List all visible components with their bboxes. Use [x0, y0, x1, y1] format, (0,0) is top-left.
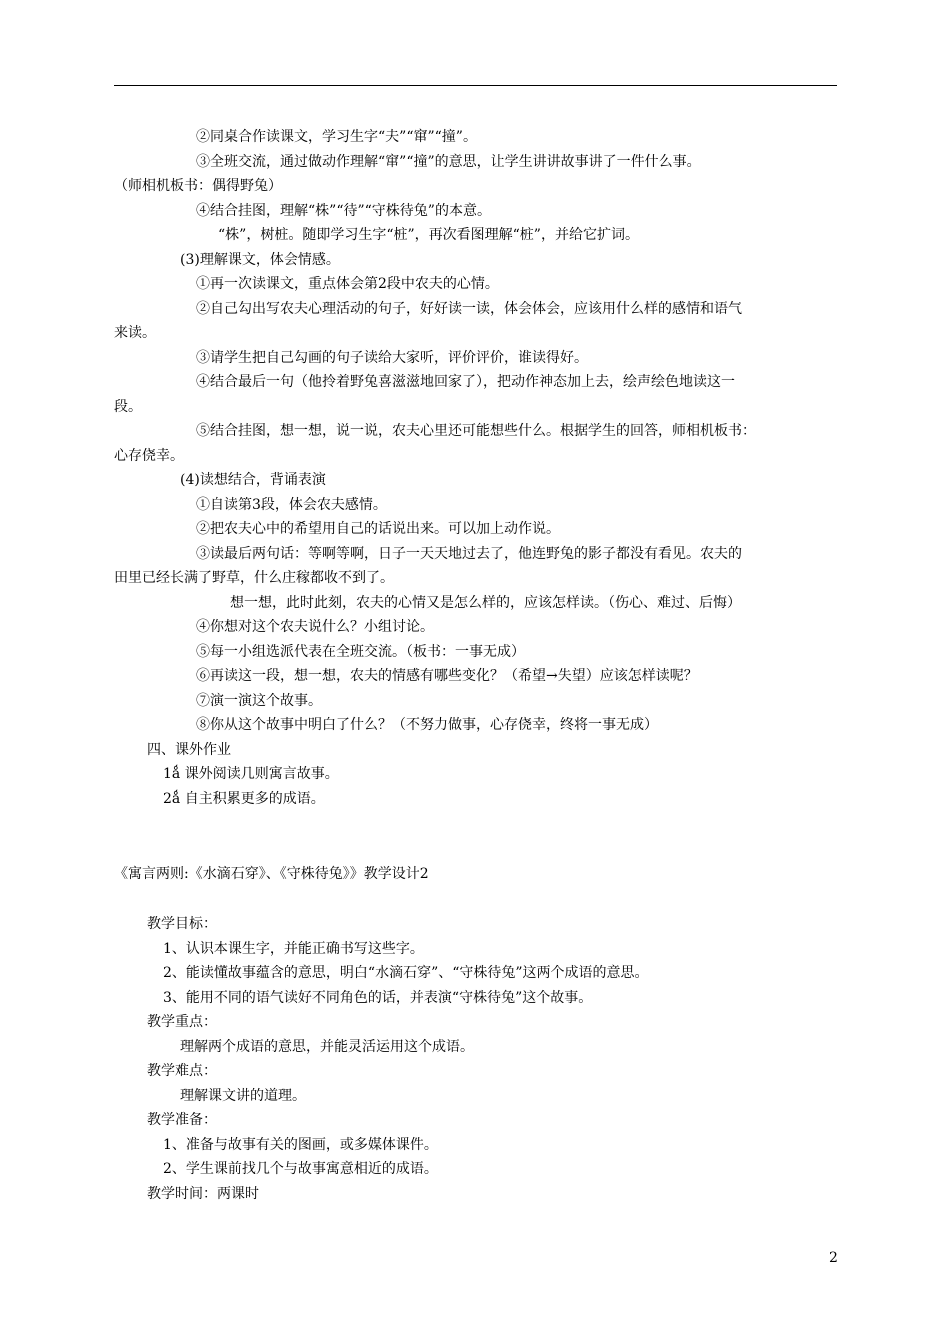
text-line: 田里已经长满了野草，什么庄稼都收不到了。 — [114, 570, 394, 586]
list-item: 2、能读懂故事蕴含的意思，明白“水滴石穿”、“守株待兔”这两个成语的意思。 — [163, 965, 649, 981]
list-item: 1ǻ 课外阅读几则寓言故事。 — [163, 766, 339, 782]
page-number: 2 — [829, 1250, 838, 1266]
text-line: ③读最后两句话：等啊等啊，日子一天天地过去了，他连野兔的影子都没有看见。农夫的 — [196, 546, 742, 562]
text-line: ②自己勾出写农夫心理活动的句子，好好读一读，体会体会，应该用什么样的感情和语气 — [196, 301, 742, 317]
section-heading: 教学准备： — [147, 1112, 217, 1128]
section-heading: 教学难点： — [147, 1063, 217, 1079]
section-heading: 教学目标： — [147, 916, 217, 932]
text-line: ⑥再读这一段，想一想，农夫的情感有哪些变化？（希望→失望）应该怎样读呢？ — [196, 668, 698, 684]
section-heading: (4)读想结合，背诵表演 — [180, 472, 326, 488]
text-line: ③请学生把自己勾画的句子读给大家听，评价评价，谁读得好。 — [196, 350, 588, 366]
text-line: 来读。 — [114, 325, 156, 341]
text-line: ①自读第3段，体会农夫感情。 — [196, 497, 387, 513]
section-heading: (3)理解课文，体会情感。 — [180, 252, 340, 268]
text-line: ④结合最后一句（他拎着野兔喜滋滋地回家了），把动作神态加上去，绘声绘色地读这一 — [196, 374, 735, 390]
text-line: ⑤每一小组选派代表在全班交流。（板书：一事无成） — [196, 644, 525, 660]
document-title: 《寓言两则:《水滴石穿》、《守株待兔》》教学设计2 — [114, 866, 429, 882]
header-rule — [114, 85, 837, 86]
text-line: 段。 — [114, 399, 142, 415]
text-line: 理解课文讲的道理。 — [180, 1088, 306, 1104]
text-line: （师相机板书：偶得野兔） — [114, 178, 282, 194]
text-line: ⑧你从这个故事中明白了什么？（不努力做事，心存侥幸，终将一事无成） — [196, 717, 658, 733]
text-line: ④结合挂图，理解“株”“待”“守株待兔”的本意。 — [196, 203, 491, 219]
text-line: ①再一次读课文，重点体会第2段中农夫的心情。 — [196, 276, 499, 292]
list-item: 2ǻ 自主积累更多的成语。 — [163, 791, 325, 807]
list-item: 3、能用不同的语气读好不同角色的话，并表演“守株待兔”这个故事。 — [163, 990, 593, 1006]
text-line: ②把农夫心中的希望用自己的话说出来。可以加上动作说。 — [196, 521, 560, 537]
text-line: “株”，树桩。随即学习生字“桩”，再次看图理解“桩”，并给它扩词。 — [218, 227, 639, 243]
text-line: ⑦演一演这个故事。 — [196, 693, 322, 709]
text-line: ④你想对这个农夫说什么？小组讨论。 — [196, 619, 434, 635]
list-item: 2、学生课前找几个与故事寓意相近的成语。 — [163, 1161, 438, 1177]
text-line: 想一想，此时此刻，农夫的心情又是怎么样的，应该怎样读。（伤心、难过、后悔） — [230, 595, 741, 611]
section-heading: 教学时间：两课时 — [147, 1186, 259, 1202]
text-line: 心存侥幸。 — [114, 448, 184, 464]
text-line: 理解两个成语的意思，并能灵活运用这个成语。 — [180, 1039, 474, 1055]
list-item: 1、认识本课生字，并能正确书写这些字。 — [163, 941, 424, 957]
text-line: ⑤结合挂图，想一想，说一说，农夫心里还可能想些什么。根据学生的回答，师相机板书： — [196, 423, 756, 439]
text-line: ③全班交流，通过做动作理解“窜”“撞”的意思，让学生讲讲故事讲了一件什么事。 — [196, 154, 701, 170]
section-heading: 教学重点： — [147, 1014, 217, 1030]
section-heading: 四、课外作业 — [147, 742, 231, 758]
text-line: ②同桌合作读课文，学习生字“夫”“窜”“撞”。 — [196, 129, 477, 145]
list-item: 1、准备与故事有关的图画，或多媒体课件。 — [163, 1137, 438, 1153]
